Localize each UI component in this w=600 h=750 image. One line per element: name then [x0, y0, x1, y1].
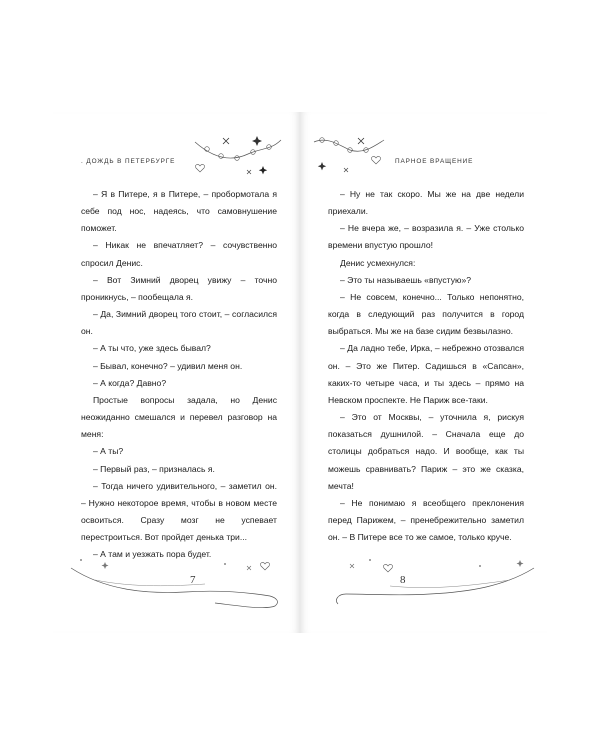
- page-number: 8: [400, 574, 406, 586]
- paragraph: – Да ладно тебе, Ирка, – небрежно отозвался он. – Это же Питер. Садишься в «Сапсан», каких-то четыре часа, и ты здесь – прямо на Невском проспекте. Не Париж все-таки.: [328, 343, 524, 405]
- book-spread: [53, 112, 547, 633]
- running-head: . ДОЖДЬ В ПЕТЕРБУРГЕ: [81, 158, 176, 165]
- paragraph: – Тогда ничего удивительного, – заметил он. – Нужно некоторое время, чтобы в новом месте освоиться. Сразу мозг не успевает перестроиться. Вот пройдет денька три...: [81, 480, 277, 543]
- paragraph: – А когда? Давно?: [93, 377, 167, 388]
- body-text: [328, 186, 524, 546]
- running-head: ПАРНОЕ ВРАЩЕНИЕ: [395, 158, 474, 165]
- paragraph: – А ты что, уже здесь бывал?: [93, 343, 211, 354]
- paragraph: – Я в Питере, я в Питере, – пробормотала я себе под нос, надеясь, что самовнушение поможет.: [81, 189, 277, 234]
- paragraph: – А там и уезжать пора будет.: [93, 549, 212, 560]
- body-text: [81, 186, 277, 563]
- left-page: [53, 112, 300, 633]
- garland-ornament-left: [193, 132, 288, 182]
- paragraph: – Ну не так скоро. Мы же на две недели приехали.: [328, 189, 524, 217]
- paragraph: – А ты?: [93, 446, 124, 457]
- right-page: [300, 112, 547, 633]
- paragraph: – Вот Зимний дворец увижу – точно проникнусь, – пообещала я.: [81, 274, 277, 302]
- paragraph: – Первый раз, – призналась я.: [93, 463, 215, 474]
- paragraph: Денис усмехнулся:: [340, 257, 416, 268]
- garland-ornament-right: [310, 132, 395, 192]
- paragraph: – Не вчера же, – возразила я. – Уже столько времени впустую прошло!: [328, 223, 524, 251]
- paragraph: – Это ты называешь «впустую»?: [340, 274, 472, 285]
- paragraph: – Да, Зимний дворец того стоит, – согласился он.: [81, 309, 277, 337]
- swirl-ornament-right: [330, 556, 540, 611]
- paragraph: Простые вопросы задала, но Денис неожиданно смешался и перевел разговор на меня:: [81, 394, 277, 440]
- paragraph: – Бывал, конечно? – удивил меня он.: [93, 360, 243, 371]
- paragraph: – Не понимаю я всеобщего преклонения перед Парижем, – пренебрежительно заметил он. – В Питере все то же самое, только круче.: [328, 497, 524, 543]
- page-number: 7: [190, 574, 196, 586]
- paragraph: – Никак не впечатляет? – сочувственно спросил Денис.: [81, 240, 277, 268]
- paragraph: – Это от Москвы, – уточнила я, рискуя показаться душнилой. – Сначала еще до столицы добраться надо. И вообще, как ты можешь сравнивать? Париж – это же сказка, мечта!: [328, 412, 524, 491]
- swirl-ornament-left: [65, 556, 285, 611]
- paragraph: – Не совсем, конечно... Только непонятно, когда в следующий раз получится в город выбраться. Мы же на базе сидим безвылазно.: [328, 291, 524, 337]
